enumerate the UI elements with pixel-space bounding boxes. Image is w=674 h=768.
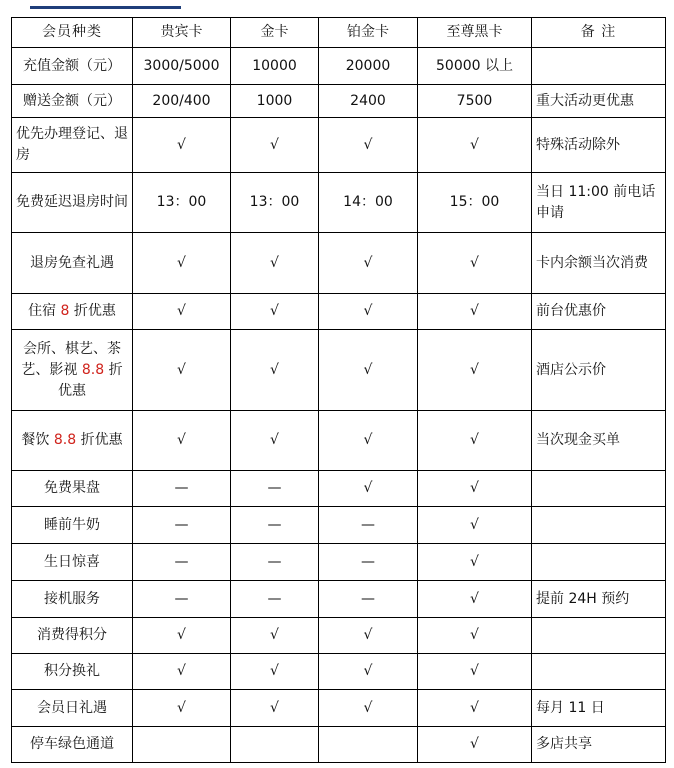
cell-vip: 3000/5000	[133, 48, 231, 85]
cell-gold: √	[231, 654, 319, 690]
row-label-part: 折优惠	[58, 361, 123, 399]
cell-vip: √	[133, 654, 231, 690]
cell-black: 50000 以上	[418, 48, 532, 85]
cell-note: 多店共享	[532, 727, 666, 763]
row-label: 停车绿色通道	[12, 727, 133, 763]
row-label: 免费延迟退房时间	[12, 173, 133, 233]
header-cell-vip: 贵宾卡	[133, 18, 231, 48]
header-cell-black: 至尊黑卡	[418, 18, 532, 48]
row-label-part: 折优惠	[76, 432, 123, 448]
cell-black: √	[418, 690, 532, 727]
cell-vip: √	[133, 411, 231, 471]
cell-gold: √	[231, 330, 319, 411]
row-label: 生日惊喜	[12, 544, 133, 581]
cell-black: √	[418, 233, 532, 294]
cell-black: √	[418, 654, 532, 690]
table-row	[12, 690, 666, 727]
cell-vip: √	[133, 690, 231, 727]
discount-highlight: 8	[60, 303, 70, 319]
cell-gold: 1000	[231, 85, 319, 118]
cell-gold: √	[231, 411, 319, 471]
row-label: 赠送金额（元）	[12, 85, 133, 118]
row-label: 睡前牛奶	[12, 507, 133, 544]
cell-platinum: √	[319, 471, 418, 507]
cell-gold: √	[231, 618, 319, 654]
cell-platinum: √	[319, 233, 418, 294]
cell-platinum: 2400	[319, 85, 418, 118]
cell-vip: —	[133, 544, 231, 581]
table-row	[12, 471, 666, 507]
row-label-part: 住宿	[28, 303, 61, 319]
top-rule	[30, 6, 181, 9]
cell-black: √	[418, 118, 532, 173]
cell-note	[532, 471, 666, 507]
table-row	[12, 581, 666, 618]
cell-platinum: √	[319, 411, 418, 471]
cell-note: 重大活动更优惠	[532, 85, 666, 118]
table-row	[12, 294, 666, 330]
cell-black: √	[418, 294, 532, 330]
cell-note: 特殊活动除外	[532, 118, 666, 173]
cell-black: √	[418, 618, 532, 654]
cell-note	[532, 507, 666, 544]
table-row	[12, 411, 666, 471]
cell-vip: 200/400	[133, 85, 231, 118]
cell-platinum: √	[319, 654, 418, 690]
header-cell-type: 会员种类	[12, 18, 133, 48]
cell-note: 前台优惠价	[532, 294, 666, 330]
table-row	[12, 618, 666, 654]
cell-platinum: 14：00	[319, 173, 418, 233]
cell-note	[532, 48, 666, 85]
table-row	[12, 654, 666, 690]
row-label	[12, 294, 133, 330]
cell-vip: √	[133, 118, 231, 173]
row-label: 退房免查礼遇	[12, 233, 133, 294]
cell-note	[532, 654, 666, 690]
row-label-part: 餐饮	[21, 432, 54, 448]
row-label: 消费得积分	[12, 618, 133, 654]
cell-black: √	[418, 727, 532, 763]
cell-platinum: √	[319, 330, 418, 411]
cell-black: 7500	[418, 85, 532, 118]
cell-black: √	[418, 411, 532, 471]
cell-note: 当日 11:00 前电话申请	[532, 173, 666, 233]
table-row	[12, 507, 666, 544]
table-row	[12, 544, 666, 581]
header-row	[12, 18, 666, 48]
cell-note: 提前 24H 预约	[532, 581, 666, 618]
cell-gold: —	[231, 507, 319, 544]
cell-vip: —	[133, 507, 231, 544]
cell-note: 酒店公示价	[532, 330, 666, 411]
cell-vip: —	[133, 581, 231, 618]
table-row	[12, 233, 666, 294]
cell-vip: 13：00	[133, 173, 231, 233]
cell-platinum: —	[319, 544, 418, 581]
cell-vip: —	[133, 471, 231, 507]
cell-gold	[231, 727, 319, 763]
header-cell-note: 备 注	[532, 18, 666, 48]
cell-black: 15：00	[418, 173, 532, 233]
cell-note: 卡内余额当次消费	[532, 233, 666, 294]
row-label: 充值金额（元）	[12, 48, 133, 85]
membership-table	[11, 17, 666, 763]
cell-gold: 10000	[231, 48, 319, 85]
cell-vip	[133, 727, 231, 763]
cell-platinum: —	[319, 581, 418, 618]
table-row	[12, 85, 666, 118]
cell-platinum	[319, 727, 418, 763]
cell-note	[532, 618, 666, 654]
row-label-part: 会所、棋艺、茶艺、影视	[21, 340, 121, 378]
row-label: 免费果盘	[12, 471, 133, 507]
row-label-part: 折优惠	[69, 303, 116, 319]
cell-platinum: √	[319, 118, 418, 173]
cell-platinum: —	[319, 507, 418, 544]
cell-gold: √	[231, 690, 319, 727]
table-row	[12, 118, 666, 173]
row-label	[12, 330, 133, 411]
cell-vip: √	[133, 618, 231, 654]
header-cell-gold: 金卡	[231, 18, 319, 48]
discount-highlight: 8.8	[81, 361, 105, 378]
cell-black: √	[418, 544, 532, 581]
header-cell-platinum: 铂金卡	[319, 18, 418, 48]
cell-vip: √	[133, 233, 231, 294]
row-label: 会员日礼遇	[12, 690, 133, 727]
cell-black: √	[418, 581, 532, 618]
cell-platinum: √	[319, 690, 418, 727]
cell-platinum: √	[319, 294, 418, 330]
table-row	[12, 330, 666, 411]
discount-highlight: 8.8	[53, 432, 77, 448]
cell-gold: —	[231, 544, 319, 581]
cell-black: √	[418, 330, 532, 411]
table-row	[12, 727, 666, 763]
cell-gold: √	[231, 294, 319, 330]
cell-gold: √	[231, 233, 319, 294]
cell-gold: —	[231, 471, 319, 507]
row-label: 优先办理登记、退房	[12, 118, 133, 173]
cell-gold: √	[231, 118, 319, 173]
cell-note: 每月 11 日	[532, 690, 666, 727]
cell-note	[532, 544, 666, 581]
cell-vip: √	[133, 330, 231, 411]
cell-platinum: 20000	[319, 48, 418, 85]
row-label: 接机服务	[12, 581, 133, 618]
cell-gold: —	[231, 581, 319, 618]
table-row	[12, 48, 666, 85]
row-label	[12, 411, 133, 471]
cell-gold: 13：00	[231, 173, 319, 233]
cell-vip: √	[133, 294, 231, 330]
cell-black: √	[418, 471, 532, 507]
row-label: 积分换礼	[12, 654, 133, 690]
cell-black: √	[418, 507, 532, 544]
cell-note: 当次现金买单	[532, 411, 666, 471]
table-row	[12, 173, 666, 233]
cell-platinum: √	[319, 618, 418, 654]
